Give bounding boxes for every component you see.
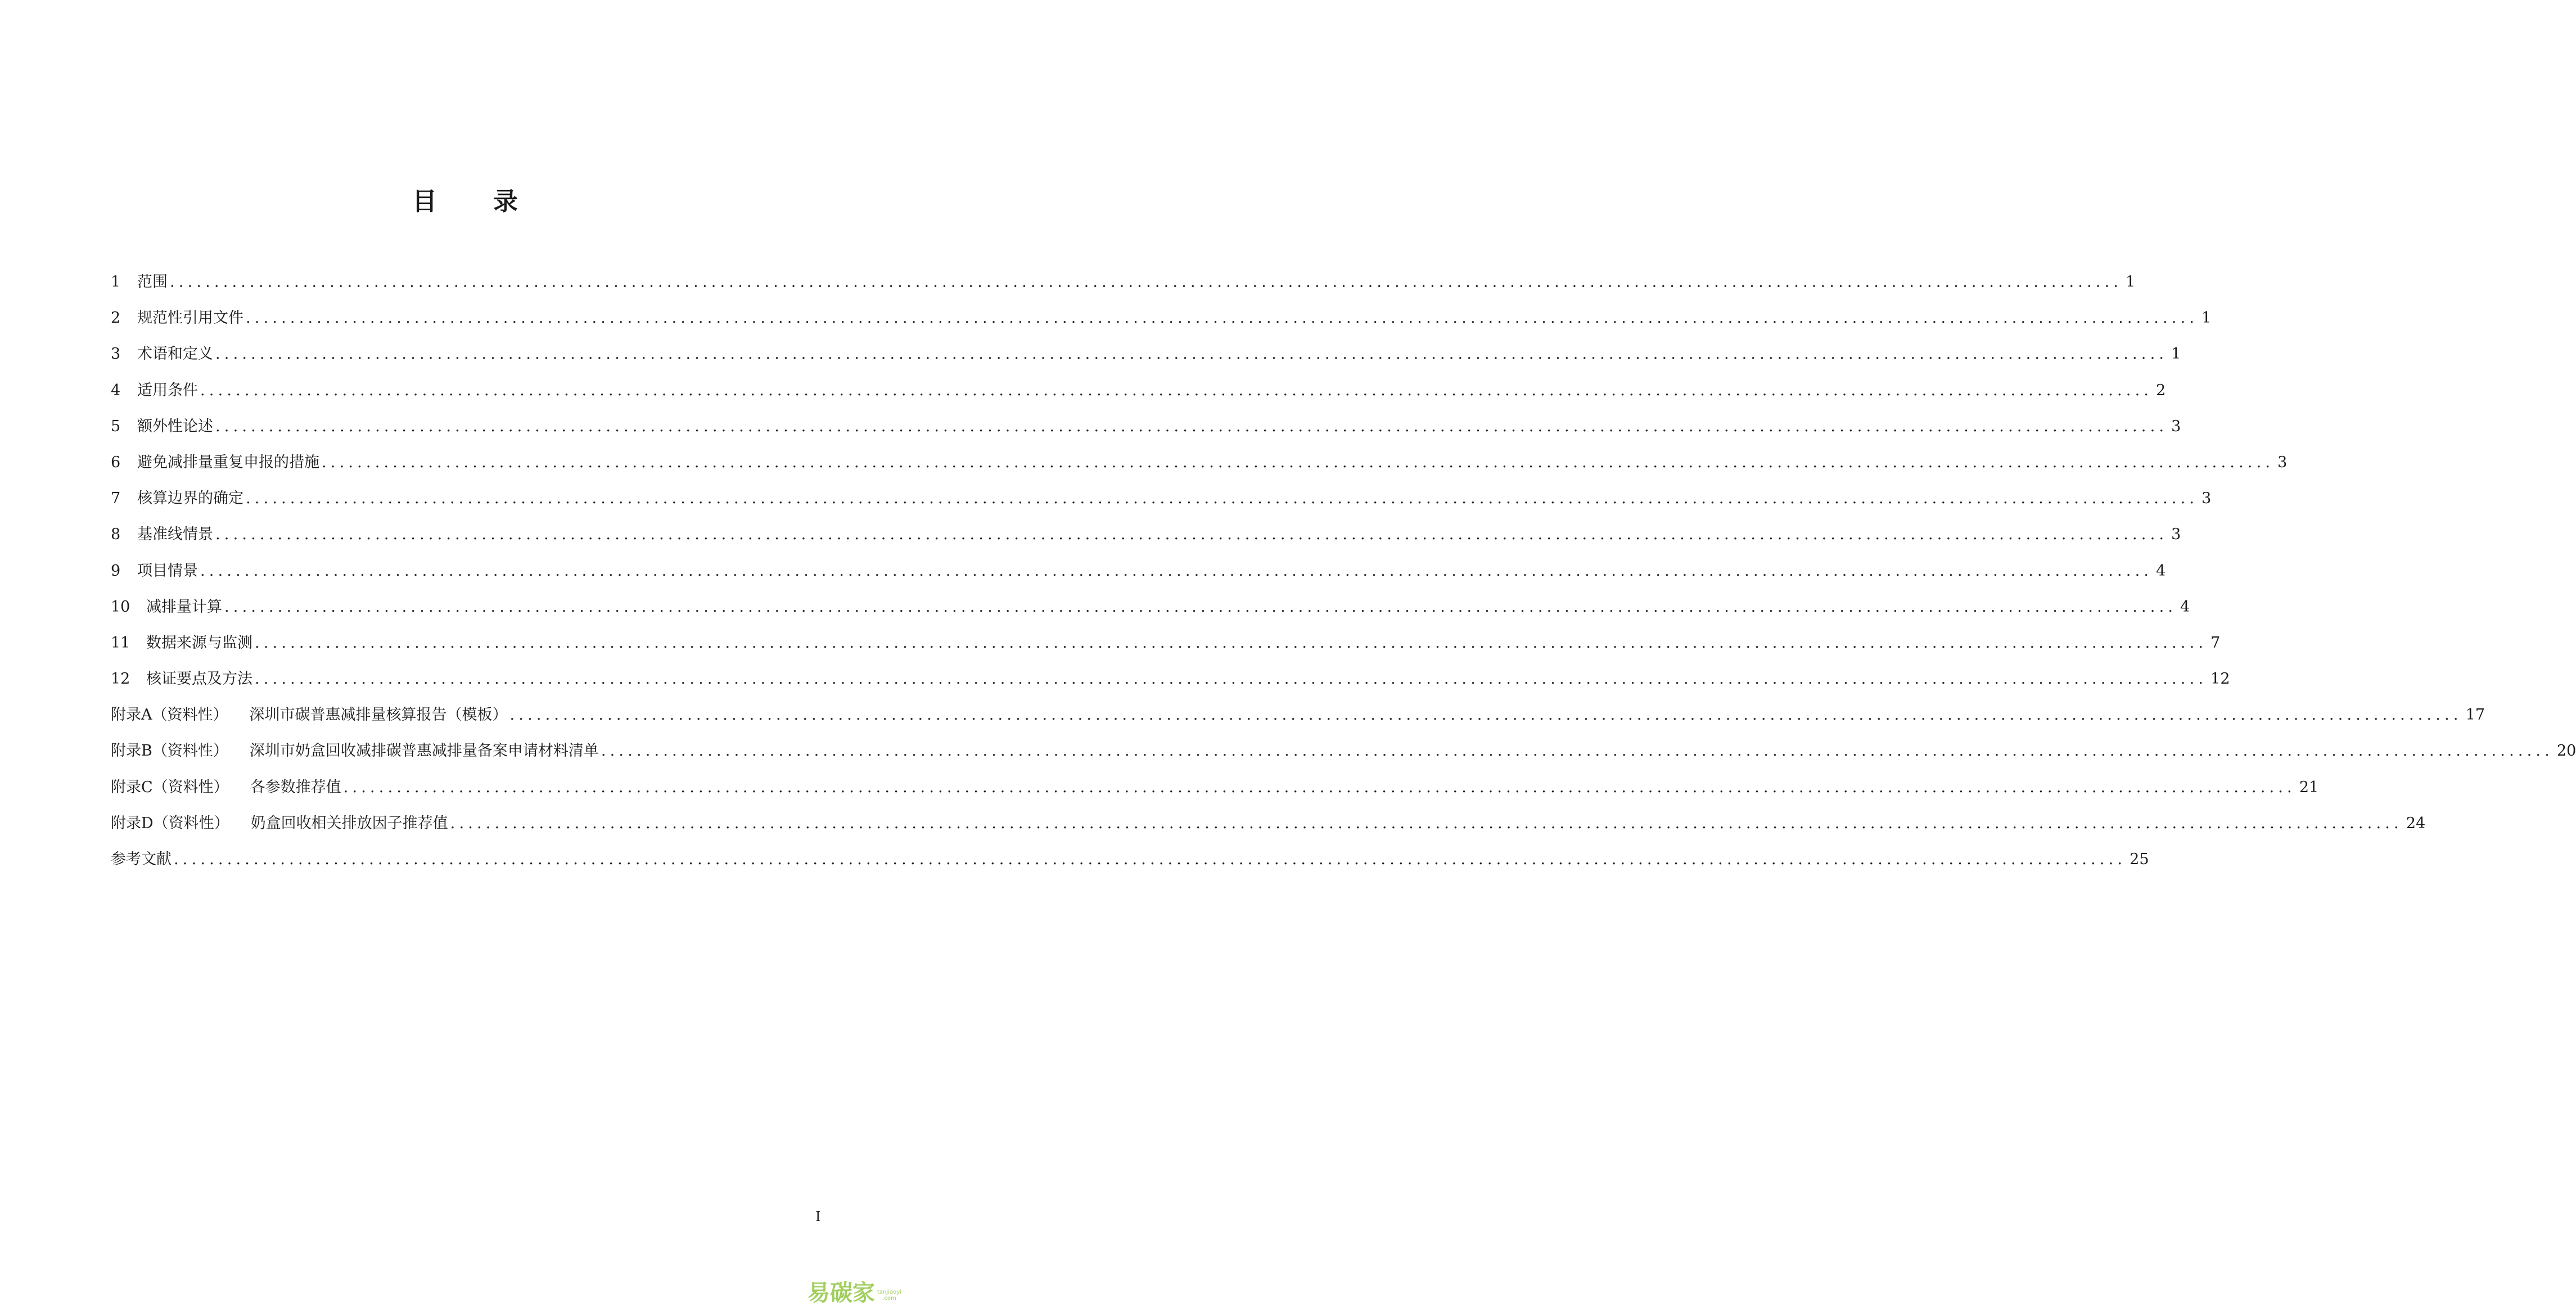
toc-entry-number: 3 bbox=[111, 345, 121, 363]
toc-entry-number: 12 bbox=[111, 670, 130, 688]
toc-leader-dots: ............................................................................................................................................................................................................................ bbox=[215, 417, 2168, 435]
toc-entry[interactable] bbox=[111, 487, 2212, 523]
toc-entry-label bbox=[111, 668, 252, 690]
toc-leader-dots: ............................................................................................................................................................................................................................ bbox=[215, 526, 2168, 544]
page-title-char-2: 录 bbox=[493, 187, 518, 216]
toc-entry[interactable] bbox=[111, 307, 2212, 343]
toc-leader-dots: ............................................................................................................................................................................................................................ bbox=[170, 273, 2123, 291]
toc-entry-label bbox=[111, 343, 213, 365]
toc-entry-page: 20 bbox=[2557, 742, 2576, 760]
toc-entry-label bbox=[111, 415, 213, 438]
toc-entry-number: 8 bbox=[111, 526, 121, 544]
toc-entry-page: 3 bbox=[2201, 490, 2212, 508]
toc-entry[interactable] bbox=[111, 740, 2576, 776]
toc-entry-label bbox=[111, 632, 252, 654]
toc-entry-title: 核算边界的确定 bbox=[137, 490, 243, 508]
toc-entry-title: 术语和定义 bbox=[137, 345, 213, 363]
toc-entry-page: 1 bbox=[2201, 309, 2212, 327]
toc-entry-number: 9 bbox=[111, 562, 121, 580]
toc-entry[interactable] bbox=[111, 668, 2230, 704]
toc-entry-number: 5 bbox=[111, 417, 121, 435]
toc-entry-number: 附录C（资料性） bbox=[111, 778, 229, 796]
toc-entry-page: 7 bbox=[2210, 634, 2221, 652]
page-title bbox=[0, 181, 930, 217]
toc-entry[interactable] bbox=[111, 812, 2426, 848]
toc-entry-title: 额外性论述 bbox=[137, 417, 213, 435]
toc-entry[interactable] bbox=[111, 560, 2166, 596]
toc-entry-page: 4 bbox=[2180, 598, 2190, 616]
toc-entry-label bbox=[111, 812, 448, 835]
toc-entry-title: 参考文献 bbox=[111, 851, 172, 868]
toc-entry[interactable] bbox=[111, 523, 2181, 559]
toc-entry-title: 各参数推荐值 bbox=[250, 778, 341, 796]
page-title-char-1: 目 bbox=[412, 187, 437, 216]
toc-entry-number: 2 bbox=[111, 309, 121, 327]
toc-leader-dots: ............................................................................................................................................................................................................................ bbox=[200, 381, 2153, 399]
watermark-logo bbox=[807, 1275, 901, 1307]
toc-entry-title: 奶盒回收相关排放因子推荐值 bbox=[250, 814, 448, 832]
toc-entry-page: 21 bbox=[2299, 778, 2319, 796]
toc-leader-dots: ............................................................................................................................................................................................................................ bbox=[509, 706, 2462, 724]
toc-leader-dots: ............................................................................................................................................................................................................................ bbox=[322, 453, 2275, 471]
toc-entry-number: 11 bbox=[111, 634, 130, 652]
toc-entry-label bbox=[111, 848, 172, 871]
toc-entry-page: 1 bbox=[2171, 345, 2181, 363]
toc-entry-label bbox=[111, 740, 599, 762]
toc-entry-title: 数据来源与监测 bbox=[146, 634, 252, 652]
toc-entry-title: 减排量计算 bbox=[146, 598, 222, 616]
toc-entry-number: 4 bbox=[111, 381, 121, 399]
toc-entry-title: 深圳市奶盒回收减排碳普惠减排量备案申请材料清单 bbox=[249, 742, 599, 760]
toc-entry[interactable] bbox=[111, 451, 2288, 487]
page-number: I bbox=[815, 1209, 821, 1224]
toc-leader-dots: ............................................................................................................................................................................................................................ bbox=[200, 562, 2153, 580]
toc-entry-label bbox=[111, 776, 341, 799]
toc-entry[interactable] bbox=[111, 704, 2485, 740]
toc-entry-page: 17 bbox=[2465, 706, 2485, 724]
toc-entry-number: 10 bbox=[111, 598, 130, 616]
toc-entry-number: 附录D（资料性） bbox=[111, 814, 229, 832]
toc-entry[interactable] bbox=[111, 379, 2166, 415]
watermark-domain-line2: .com bbox=[882, 1295, 896, 1302]
toc-entry-number: 1 bbox=[111, 273, 121, 291]
toc-entry-page: 24 bbox=[2406, 814, 2426, 832]
toc-entry[interactable] bbox=[111, 343, 2181, 379]
toc-entry-label bbox=[111, 451, 319, 474]
toc-entry-label bbox=[111, 596, 222, 618]
toc-leader-dots: ............................................................................................................................................................................................................................ bbox=[224, 598, 2177, 616]
toc-entry-number: 6 bbox=[111, 453, 121, 471]
toc-entry-label bbox=[111, 704, 508, 726]
watermark-domain bbox=[877, 1289, 901, 1302]
watermark-domain-line1: tanjiaoyi bbox=[877, 1289, 901, 1295]
table-of-contents bbox=[111, 271, 2576, 884]
toc-entry-title: 项目情景 bbox=[137, 562, 198, 580]
toc-entry-title: 核证要点及方法 bbox=[146, 670, 252, 688]
toc-leader-dots: ............................................................................................................................................................................................................................ bbox=[343, 778, 2296, 796]
toc-entry-title: 深圳市碳普惠减排量核算报告（模板） bbox=[249, 706, 508, 724]
toc-entry[interactable] bbox=[111, 848, 2149, 884]
toc-leader-dots: ............................................................................................................................................................................................................................ bbox=[255, 634, 2208, 652]
toc-entry-label bbox=[111, 379, 198, 402]
toc-leader-dots: ............................................................................................................................................................................................................................ bbox=[246, 309, 2199, 327]
toc-entry-number: 7 bbox=[111, 490, 121, 508]
toc-entry-page: 3 bbox=[2171, 417, 2181, 435]
watermark-logo-text: 易碳家 bbox=[807, 1280, 875, 1306]
toc-entry-page: 2 bbox=[2156, 381, 2166, 399]
toc-entry-page: 1 bbox=[2126, 273, 2136, 291]
toc-leader-dots: ............................................................................................................................................................................................................................ bbox=[255, 670, 2208, 688]
toc-entry-page: 12 bbox=[2210, 670, 2230, 688]
toc-entry-page: 3 bbox=[2171, 526, 2181, 544]
toc-entry-page: 25 bbox=[2130, 851, 2149, 868]
toc-leader-dots: ............................................................................................................................................................................................................................ bbox=[601, 742, 2554, 760]
toc-leader-dots: ............................................................................................................................................................................................................................ bbox=[174, 851, 2127, 868]
toc-entry-label bbox=[111, 487, 243, 510]
toc-leader-dots: ............................................................................................................................................................................................................................ bbox=[246, 490, 2199, 508]
toc-entry[interactable] bbox=[111, 596, 2190, 632]
toc-entry-number: 附录A（资料性） bbox=[111, 706, 228, 724]
toc-entry-title: 适用条件 bbox=[137, 381, 198, 399]
toc-entry-label bbox=[111, 307, 243, 329]
toc-entry-title: 避免减排量重复申报的措施 bbox=[137, 453, 319, 471]
toc-entry-label bbox=[111, 271, 168, 293]
toc-entry-title: 范围 bbox=[137, 273, 168, 291]
toc-entry[interactable] bbox=[111, 271, 2136, 307]
toc-leader-dots: ............................................................................................................................................................................................................................ bbox=[215, 345, 2168, 363]
toc-entry-title: 基准线情景 bbox=[137, 526, 213, 544]
toc-entry-number: 附录B（资料性） bbox=[111, 742, 228, 760]
toc-entry-label bbox=[111, 523, 213, 546]
toc-entry-label bbox=[111, 560, 198, 582]
toc-entry-page: 4 bbox=[2156, 562, 2166, 580]
toc-entry-title: 规范性引用文件 bbox=[137, 309, 243, 327]
toc-entry[interactable] bbox=[111, 415, 2181, 451]
toc-entry-page: 3 bbox=[2277, 453, 2288, 471]
toc-entry[interactable] bbox=[111, 776, 2319, 812]
toc-entry[interactable] bbox=[111, 632, 2221, 668]
toc-leader-dots: ............................................................................................................................................................................................................................ bbox=[450, 814, 2403, 832]
